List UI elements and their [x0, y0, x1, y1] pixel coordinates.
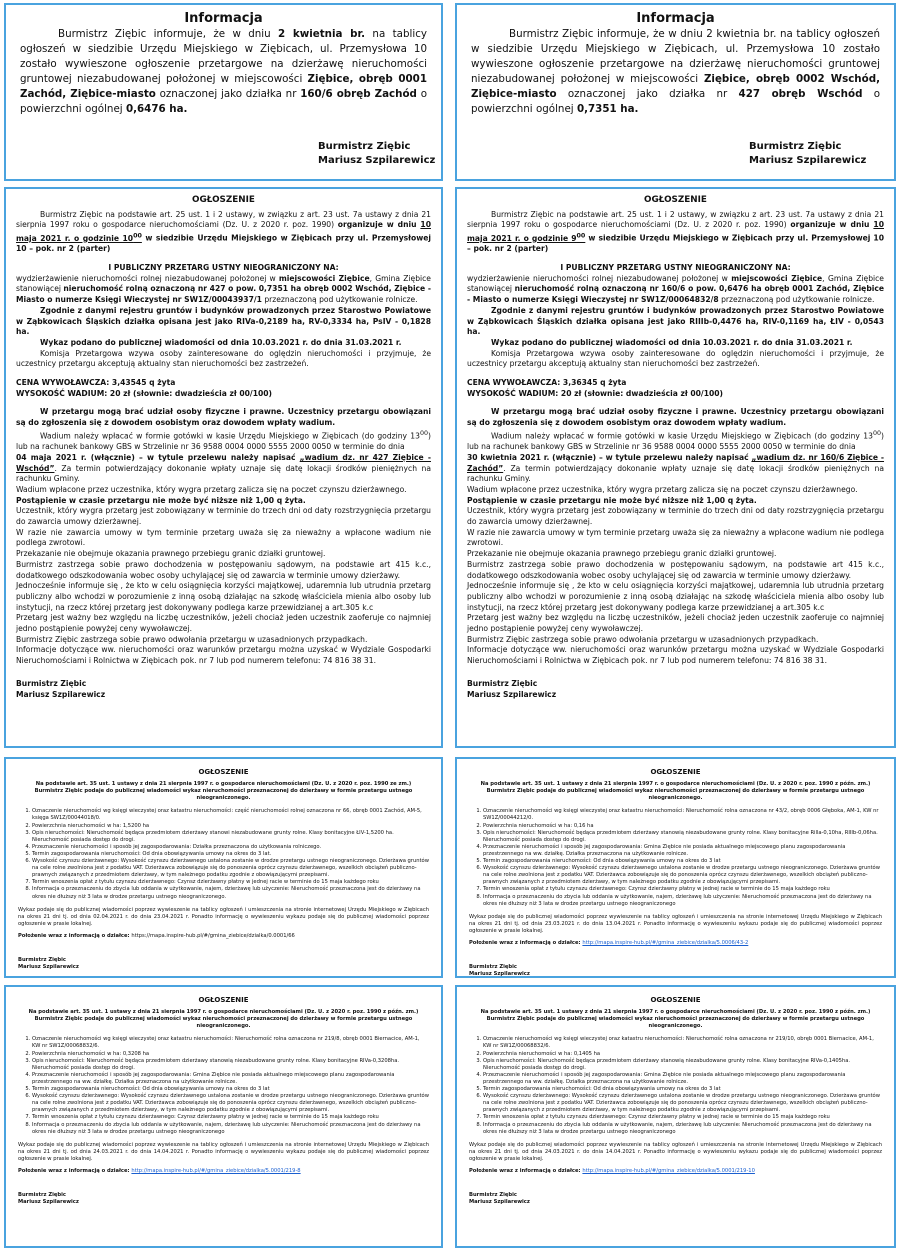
notice-lead: Na podstawie art. 35 ust. 1 ustawy z dnia 21 sierpnia 1997 r. o gospodarce nieruchomościami (Dz. U. z 2020 r. poz. 1990 z późn. zm.) Burmistrz Ziębic podaje do publicznej wiadomości wykaz nieruchomości przeznaczonej do dzierżawy w formie przetargu ustnego nieograniczonego. — [480, 1009, 871, 1030]
location-line: Położenie wraz z informacją o działce: http://mapa.inspire-hub.pl/#/gmina_ziebice/dzialka/5.0001/219-8 — [18, 1167, 301, 1174]
notice-deposit: WYSOKOŚĆ WADIUM: 20 zł (słownie: dwadzieścia zł 00/100) — [467, 388, 724, 398]
notice-participants: W przetargu mogą brać udział osoby fizyczne i prawne. Uczestnicy przetargu obowiązani są do zgłoszenia się z dowodem osobistym oraz dowodem wpłaty wadium. — [467, 407, 884, 428]
notice-text: Jednocześnie informuje się , że kto w celu osiągnięcia korzyści majątkowej, udaremnia lub utrudnia przetarg publiczny albo wchodzi w porozumienie z inną osobą działając na szkodę właściciela mienia albo osoby lub instytucji, na rzecz której przetarg jest dokonywany podlega karze przewidzianej a art.305 k.c — [16, 581, 431, 612]
list-item: 5. Termin zagospodarowania nieruchomości: Od dnia obowiązywania umowy na okres do 3 lat — [483, 1086, 882, 1093]
list-item: 6. Wysokość czynszu dzierżawnego: Wysokość czynszu dzierżawnego ustalona zostanie w drodze przetargu ustnego nieograniczonego. Dzierżawa gruntów na cele rolne zwolniona jest z podatku VAT. Dzierżawca zobowiązuje się do ponoszenia oprócz czynszu dzierżawnego, wszelkich obciążeń publiczno-prawnych związanych z przedmiotem dzierżawy, w tym należnego podatku zgodnie z obowiązującymi przepisami. — [483, 1093, 882, 1114]
list-item: 4. Przeznaczenie nieruchomości i sposób jej zagospodarowania: Gmina Ziębice nie posiada aktualnego miejscowego planu zagospodarowania przestrzennego na ww. działkę. Działka przeznaczona na użytkowanie rolnicze. — [483, 844, 882, 858]
info-panel-right — [455, 3, 896, 181]
list-item: 4. Przeznaczenie nieruchomości i sposób jej zagospodarowania: Działka przeznaczona do użytkowania rolniczego. — [32, 844, 429, 851]
list-item: 8. Informacja o przeznaczeniu do zbycia lub oddania w użytkowanie, najem, dzierżawę lub użyczenie: Nieruchomość przeznaczona jest do dzierżawy na okres nie dłuższy niż 3 lata w drodze przetargu ustnego nieograniczonego — [32, 1122, 429, 1136]
list-item: 1. Oznaczenie nieruchomości wg księgi wieczystej oraz katastru nieruchomości: Nieruchomość rolna oznaczona nr 43/2, obręb 0006 Głęboka, AM-1, KW nr SW1Z/00044212/0. — [483, 808, 882, 822]
notice-register: Zgodnie z danymi rejestru gruntów i budynków prowadzonych przez Starostwo Powiatowe w Ząbkowicach Śląskich działka opisana jest jako RIVa-0,2189 ha, RV-0,3334 ha, PsIV - 0,1828 ha. — [16, 305, 431, 337]
notice-text: Przetarg jest ważny bez względu na liczbę uczestników, jeżeli chociaż jeden uczestnik zaoferuje co najmniej jedno postąpienie powyżej ceny wywoławczej. — [16, 613, 431, 634]
notice-publication: Wykaz podaje się do publicznej wiadomości poprzez wywieszenie na tablicy ogłoszeń i umieszczenia na stronie internetowej Urzędu Miejskiego w Ziębicach na okres 21 dni tj. od dnia 23.03.2021 r. do dnia 13.04.2021 r. Ponadto informację o wywieszeniu wykazu podaje się do publicznej wiadomości poprzez ogłoszenie w prasie lokalnej. — [469, 913, 882, 934]
notice-publication: Wykaz podano do publicznej wiadomości od dnia 10.03.2021 r. do dnia 31.03.2021 r. — [491, 337, 853, 347]
list-item: 8. Informacja o przeznaczeniu do zbycia lub oddania w użytkowanie, najem, dzierżawę lub użyczenie: Nieruchomość przeznaczona jest do dzierżawy na okres nie dłuższy niż 3 lata w drodze przetargu ustnego nieograniczonego — [483, 894, 882, 908]
list-item: 7. Termin wnoszenia opłat z tytułu czynszu dzierżawnego: Czynsz dzierżawny płatny w jednej racie w terminie do 15 maja każdego roku — [32, 1114, 429, 1121]
notice-lead: Na podstawie art. 35 ust. 1 ustawy z dnia 21 sierpnia 1997 r. o gospodarce nieruchomościami (Dz. U. z 2020 r. poz. 1990 z późn. zm.) Burmistrz Ziębic podaje do publicznej wiadomości wykaz nieruchomości przeznaczonej do dzierżawy w formie przetargu ustnego nieograniczonego. — [28, 1009, 419, 1030]
map-link[interactable]: https://mapa.inspire-hub.pl/#/gmina_ziebice/dzialka/0.0001/66 — [131, 932, 295, 939]
list-item: 1. Oznaczenie nieruchomości wg księgi wieczystej oraz katastru nieruchomości: część nieruchomości rolnej oznaczona nr 66, obręb 0001 Zachód, AM-5, księga SW1Z/00044018/0. — [32, 808, 429, 822]
list-item: 3. Opis nieruchomości: Nieruchomość będąca przedmiotem dzierżawy stanowi niezabudowane grunty rolne. Klasy bonitacyjne ŁIV-1,5200 ha. Nieruchomość posiada dostęp do drogi. — [32, 830, 429, 844]
list-item: 3. Opis nieruchomości: Nieruchomość będąca przedmiotem dzierżawy stanowią niezabudowane grunty rolne. Klasy bonitacyjne RIVa-0,1405ha. Nieruchomość posiada dostęp do drogi. — [483, 1058, 882, 1072]
lease-notice-2 — [455, 757, 896, 978]
notice-lead: Na podstawie art. 35 ust. 1 ustawy z dnia 21 sierpnia 1997 r. o gospodarce nieruchomościami (Dz. U. z 2020 r. poz. 1990 ze zm.) Burmistrz Ziębic podaje do publicznej wiadomości wykaz nieruchomości przeznaczonej do dzierżawy w formie przetargu ustnego nieograniczonego. — [34, 781, 413, 802]
notice-text: Informacje dotyczące ww. nieruchomości oraz warunków przetargu można uzyskać w Wydziale Gospodarki Nieruchomościami i Rolnictwa w Ziębicach pok. nr 7 lub pod numerem telefonu: 74 816 38 31. — [467, 645, 884, 666]
lease-notice-4 — [455, 985, 896, 1248]
info-panel-left — [4, 3, 443, 181]
list-item: 2. Powierzchnia nieruchomości w ha: 1,5200 ha — [32, 823, 429, 830]
signature: Burmistrz Ziębic Mariusz Szpilarewicz — [18, 956, 79, 971]
notice-heading: I PUBLICZNY PRZETARG USTNY NIEOGRANICZONY NA: — [108, 263, 339, 273]
property-details-list — [18, 1036, 429, 1135]
list-item: 2. Powierzchnia nieruchomości w ha: 0,16 ha — [483, 823, 882, 830]
lease-notice-3 — [4, 985, 443, 1248]
notice-text: W razie nie zawarcia umowy w tym terminie przetarg uważa się za nieważny a wpłacone wadium nie podlega zwrotowi. — [16, 527, 431, 548]
list-item: 6. Wysokość czynszu dzierżawnego: Wysokość czynszu dzierżawnego ustalona zostanie w drodze przetargu ustnego nieograniczonego. Dzierżawa gruntów na cele rolne zwolniona jest z podatku VAT. Dzierżawca zobowiązuje się do ponoszenia oprócz czynszu dzierżawnego, wszelkich obciążeń publiczno-prawnych związanych z przedmiotem dzierżawy, w tym należnego podatku zgodnie z obowiązującymi przepisami. — [483, 865, 882, 886]
notice-text: Uczestnik, który wygra przetarg jest zobowiązany w terminie do trzech dni od daty rozstrzygnięcia przetargu do zawarcia umowy dzierżawnej. — [16, 506, 431, 527]
signature: Burmistrz Ziębic Mariusz Szpilarewicz — [749, 141, 867, 166]
notice-price: CENA WYWOŁAWCZA: 3,36345 q żyta — [467, 378, 627, 388]
signature: Burmistrz Ziębic Mariusz Szpilarewicz — [469, 964, 530, 978]
notice-text: Burmistrz Ziębic zastrzega sobie prawo odwołania przetargu w uzasadnionych przypadkach. — [467, 634, 819, 644]
info-title: Informacja — [636, 11, 715, 26]
notice-text: Postąpienie w czasie przetargu nie może być niższe niż 1,00 q żyta. — [467, 495, 757, 505]
notice-text: Przetarg jest ważny bez względu na liczbę uczestników, jeżeli chociaż jeden uczestnik zaoferuje co najmniej jedno postąpienie powyżej ceny wywoławczej. — [467, 613, 884, 634]
notice-deposit-payment: Wadium należy wpłacać w formie gotówki w kasie Urzędu Miejskiego w Ziębicach (do godziny $13^{00}$) lub na rachunek bankowy GBS w Strzelinie nr 36 9588 0004 0000 5555 2000 0050 w terminie do dnia — [467, 429, 884, 452]
notice-text: Przekazanie nie obejmuje okazania prawnego przebiegu granic działki gruntowej. — [467, 549, 777, 559]
notice-heading: I PUBLICZNY PRZETARG USTNY NIEOGRANICZONY NA: — [560, 263, 791, 273]
list-item: 7. Termin wnoszenia opłat z tytułu czynszu dzierżawnego: Czynsz dzierżawny płatny w jednej racie w terminie do 15 maja każdego roku — [483, 886, 882, 893]
notice-text: Wadium wpłacone przez uczestnika, który wygra przetarg zalicza się na poczet czynszu dzierżawnego. — [467, 484, 858, 494]
notice-text: Uczestnik, który wygra przetarg jest zobowiązany w terminie do trzech dni od daty rozstrzygnięcia przetargu do zawarcia umowy dzierżawnej. — [467, 506, 884, 527]
notice-participants: W przetargu mogą brać udział osoby fizyczne i prawne. Uczestnicy przetargu obowiązani są do zgłoszenia się z dowodem osobistym oraz dowodem wpłaty wadium. — [16, 407, 431, 428]
list-item: 5. Termin zagospodarowania nieruchomości: Od dnia obowiązywania umowy na okres do 3 lat — [32, 1086, 429, 1093]
notice-commission: Komisja Przetargowa wzywa osoby zainteresowane do oględzin nieruchomości i przyjmuje, że uczestnicy przetargu akceptują aktualny stan nieruchomości bez zastrzeżeń. — [467, 348, 884, 369]
notice-title: OGŁOSZENIE — [198, 768, 249, 776]
notice-text: Burmistrz Ziębic zastrzega sobie prawo odwołania przetargu w uzasadnionych przypadkach. — [16, 634, 368, 644]
notice-intro: Burmistrz Ziębic na podstawie art. 25 ust. 1 i 2 ustawy, w związku z art. 23 ust. 7a ustawy z dnia 21 sierpnia 1997 roku o gospodarce nieruchomościami (Dz. U. z 2020 r. poz. 1990) organizuje w dniu 10 maja 2021 r. o godzinie $10^{00}$ w siedzibie Urzędu Miejskiego w Ziębicach przy ul. Przemysłowej 10 – pok. nr 2 (parter) — [16, 209, 431, 254]
notice-title: OGŁOSZENIE — [192, 195, 255, 205]
list-item: 5. Termin zagospodarowania nieruchomości: Od dnia obowiązywania umowy na okres do 3 lat. — [32, 851, 429, 858]
list-item: 7. Termin wnoszenia opłat z tytułu czynszu dzierżawnego: Czynsz dzierżawny płatny w jednej racie w terminie do 15 maja każdego roku — [483, 1114, 882, 1121]
notice-deposit-payment: Wadium należy wpłacać w formie gotówki w kasie Urzędu Miejskiego w Ziębicach (do godziny $13^{00}$) lub na rachunek bankowy GBS w Strzelinie nr 36 9588 0004 0000 5555 2000 0050 w terminie do dnia — [16, 429, 431, 452]
list-item: 1. Oznaczenie nieruchomości wg księgi wieczystej oraz katastru nieruchomości: Nieruchomość rolna oznaczona nr 219/8, obręb 0001 Biernacice, AM-1, KW nr SW1Z/00068832/6. — [32, 1036, 429, 1050]
info-text: Burmistrz Ziębic informuje, że w dniu 2 kwietnia br. na tablicy ogłoszeń w siedzibie Urzędu Miejskiego w Ziębicach, ul. Przemysłowa 10 zostało wywieszone ogłoszenie przetargowe na dzierżawę nieruchomości gruntowej niezabudowanej położonej w miejscowości Ziębice, obręb 0001 Zachód, Ziębice-miasto oznaczonej jako działka nr 160/6 obręb Zachód o powierzchni ogólnej 0,6476 ha. — [20, 28, 427, 115]
location-line: Położenie wraz z informacją o działce: http://mapa.inspire-hub.pl/#/gmina_ziebice/dzialka/5.0006/43-2 — [469, 939, 749, 946]
tender-notice-right — [455, 187, 896, 748]
notice-register: Zgodnie z danymi rejestru gruntów i budynków prowadzonych przez Starostwo Powiatowe w Ząbkowicach Śląskich działka opisana jest jako RIIIb-0,4476 ha, RIV-0,1169 ha, ŁIV - 0,0543 ha. — [467, 305, 884, 337]
notice-text: Burmistrz zastrzega sobie prawo dochodzenia w postępowaniu sądowym, na podstawie art 415 k.c., dodatkowego odszkodowania wobec osoby uchylającej się od zawarcia w terminie umowy dzierżawy. — [16, 559, 431, 580]
property-details-list — [469, 808, 882, 907]
notice-title: OGŁOSZENIE — [198, 996, 249, 1004]
signature: Burmistrz Ziębic Mariusz Szpilarewicz — [16, 678, 106, 699]
notice-publication: Wykaz podaje się do publicznej wiadomości poprzez wywieszenie na tablicy ogłoszeń i umieszczenia na stronie internetowej Urzędu Miejskiego w Ziębicach na okres 21 dni tj. od dnia 24.03.2021 r. do dnia 14.04.2021 r. Ponadto informację o wywieszeniu wykazu podaje się do publicznej wiadomości poprzez ogłoszenie w prasie lokalnej. — [469, 1141, 882, 1162]
notice-title: OGŁOSZENIE — [650, 768, 701, 776]
notice-publication: Wykaz podaje się do publicznej wiadomości poprzez wywieszenie na tablicy ogłoszeń i umieszczenia na stronie internetowej Urzędu Miejskiego w Ziębicach na okres 21 dni tj. od dnia 24.03.2021 r. do dnia 14.04.2021 r. Ponadto informację o wywieszeniu wykazu podaje się do publicznej wiadomości poprzez ogłoszenie w prasie lokalnej. — [18, 1141, 429, 1162]
property-details-list — [469, 1036, 882, 1135]
notice-publication: Wykaz podano do publicznej wiadomości od dnia 10.03.2021 r. do dnia 31.03.2021 r. — [40, 337, 402, 347]
notice-title: OGŁOSZENIE — [650, 996, 701, 1004]
notice-commission: Komisja Przetargowa wzywa osoby zainteresowane do oględzin nieruchomości i przyjmuje, że uczestnicy przetargu akceptują aktualny stan nieruchomości bez zastrzeżeń. — [16, 348, 431, 369]
notice-text: Informacje dotyczące ww. nieruchomości oraz warunków przetargu można uzyskać w Wydziale Gospodarki Nieruchomościami i Rolnictwa w Ziębicach pok. nr 7 lub pod numerem telefonu: 74 816 38 31. — [16, 645, 431, 666]
notice-text: Postąpienie w czasie przetargu nie może być niższe niż 1,00 q żyta. — [16, 495, 306, 505]
signature: Burmistrz Ziębic Mariusz Szpilarewicz — [469, 1192, 530, 1206]
notice-text: Przekazanie nie obejmuje okazania prawnego przebiegu granic działki gruntowej. — [16, 549, 326, 559]
notice-price: CENA WYWOŁAWCZA: 3,43545 q żyta — [16, 378, 176, 388]
notice-intro: Burmistrz Ziębic na podstawie art. 25 ust. 1 i 2 ustawy, w związku z art. 23 ust. 7a ustawy z dnia 21 sierpnia 1997 roku o gospodarce nieruchomościami (Dz. U. z 2020 r. poz. 1990) organizuje w dniu 10 maja 2021 r. o godzinie $9^{00}$ w siedzibie Urzędu Miejskiego w Ziębicach przy ul. Przemysłowej 10 – pok. nr 2 (parter) — [467, 209, 884, 254]
notice-lead: Na podstawie art. 35 ust. 1 ustawy z dnia 21 sierpnia 1997 r. o gospodarce nieruchomościami (Dz. U. z 2020 r. poz. 1990 z późn. zm.) Burmistrz Ziębic podaje do publicznej wiadomości wykaz nieruchomości przeznaczonej do dzierżawy w formie przetargu ustnego nieograniczonego. — [480, 781, 871, 802]
notice-text: Burmistrz zastrzega sobie prawo dochodzenia w postępowaniu sądowym, na podstawie art 415 k.c., dodatkowego odszkodowania wobec osoby uchylającej się od zawarcia w terminie umowy dzierżawy. — [467, 559, 884, 580]
list-item: 3. Opis nieruchomości: Nieruchomość będąca przedmiotem dzierżawy stanowią niezabudowane grunty rolne. Klasy bonitacyjne RIVa-0,3208ha. Nieruchomość posiada dostęp do drogi. — [32, 1058, 429, 1072]
list-item: 4. Przeznaczenie nieruchomości i sposób jej zagospodarowania: Gmina Ziębice nie posiada aktualnego miejscowego planu zagospodarowania przestrzennego na ww. działkę. Działka przeznaczona na użytkowanie rolnicze. — [32, 1072, 429, 1086]
map-link[interactable]: http://mapa.inspire-hub.pl/#/gmina_ziebice/dzialka/5.0006/43-2 — [582, 939, 749, 946]
list-item: 1. Oznaczenie nieruchomości wg księgi wieczystej oraz katastru nieruchomości: Nieruchomość rolna oznaczona nr 219/10, obręb 0001 Biernacice, AM-1, KW nr SW1Z/00068832/6. — [483, 1036, 882, 1050]
notice-deposit: WYSOKOŚĆ WADIUM: 20 zł (słownie: dwadzieścia zł 00/100) — [16, 388, 273, 398]
tender-notice-left — [4, 187, 443, 748]
list-item: 4. Przeznaczenie nieruchomości i sposób jej zagospodarowania: Gmina Ziębice nie posiada aktualnego miejscowego planu zagospodarowania przestrzennego na ww. działkę. Działka przeznaczona na użytkowanie rolnicze. — [483, 1072, 882, 1086]
list-item: 7. Termin wnoszenia opłat z tytułu czynszu dzierżawnego: Czynsz dzierżawny płatny w jednej racie w terminie do 15 maja każdego roku — [32, 879, 429, 886]
notice-deposit-deadline: 04 maja 2021 r. (włącznie) – w tytule przelewu należy napisać „wadium dz. nr 427 Ziębice - Wschód”. Za termin potwierdzający dokonanie wpłaty uznaje się datę lokacji środków pieniężnych na rachunku Gminy. — [16, 452, 431, 484]
notice-text: Jednocześnie informuje się , że kto w celu osiągnięcia korzyści majątkowej, udaremnia lub utrudnia przetarg publiczny albo wchodzi w porozumienie z inną osobą działając na szkodę właściciela mienia albo osoby lub instytucji, na rzecz której przetarg jest dokonywany podlega karze przewidzianej a art.305 k.c — [467, 581, 884, 612]
map-link[interactable]: http://mapa.inspire-hub.pl/#/gmina_ziebice/dzialka/5.0001/219-10 — [582, 1167, 755, 1174]
notice-description: wydzierżawienie nieruchomości rolnej niezabudowanej położonej w miejscowości Ziębice, Gmina Ziębice stanowiącej nieruchomość rolną oznaczoną nr 160/6 o pow. 0,6476 ha obręb 0001 Zachód, Ziębice - Miasto o numerze Księgi Wieczystej nr SW1Z/00064832/8 przeznaczoną pod użytkowanie rolnicze. — [467, 273, 885, 305]
location-line: Położenie wraz z informacją o działce: https://mapa.inspire-hub.pl/#/gmina_ziebice/dzialka/0.0001/66 — [18, 932, 295, 939]
property-details-list — [18, 808, 429, 900]
signature: Burmistrz Ziębic Mariusz Szpilarewicz — [18, 1192, 79, 1206]
list-item: 6. Wysokość czynszu dzierżawnego: Wysokość czynszu dzierżawnego ustalona zostanie w drodze przetargu ustnego nieograniczonego. Dzierżawa gruntów na cele rolne zwolniona jest z podatku VAT. Dzierżawca zobowiązuje się do ponoszenia oprócz czynszu dzierżawnego, wszelkich obciążeń publiczno-prawnych związanych z przedmiotem dzierżawy, w tym należnego podatku zgodnie z obowiązującymi przepisami. — [32, 1093, 429, 1114]
list-item: 2. Powierzchnia nieruchomości w ha: 0,1405 ha — [483, 1051, 882, 1058]
list-item: 8. Informacja o przeznaczeniu do zbycia lub oddania w użytkowanie, najem, dzierżawę lub użyczenie: Nieruchomość przeznaczona jest do dzierżawy na okres nie dłuższy niż 3 lata w drodze przetargu ustnego nieograniczonego. — [32, 886, 429, 900]
location-line: Położenie wraz z informacją o działce: http://mapa.inspire-hub.pl/#/gmina_ziebice/dzialka/5.0001/219-10 — [469, 1167, 755, 1174]
list-item: 6. Wysokość czynszu dzierżawnego: Wysokość czynszu dzierżawnego ustalona zostanie w drodze przetargu ustnego nieograniczonego. Dzierżawa gruntów na cele rolne zwolniona jest z podatku VAT. Dzierżawca zobowiązuje się do ponoszenia oprócz czynszu dzierżawnego, wszelkich obciążeń publiczno-prawnych związanych z przedmiotem dzierżawy, w tym należnego podatku zgodnie z obowiązującymi przepisami. — [32, 858, 429, 879]
notice-publication: Wykaz podaje się do publicznej wiadomości poprzez wywieszenie na tablicy ogłoszeń i umieszczenia na stronie internetowej Urzędu Miejskiego w Ziębicach na okres 21 dni tj. od dnia 02.04.2021 r. do dnia 23.04.2021 r. Ponadto informację o wywieszeniu wykazu podaje się do publicznej wiadomości poprzez ogłoszenie w prasie lokalnej. — [18, 906, 429, 927]
notice-text: Wadium wpłacone przez uczestnika, który wygra przetarg zalicza się na poczet czynszu dzierżawnego. — [16, 484, 407, 494]
signature: Burmistrz Ziębic Mariusz Szpilarewicz — [318, 141, 436, 166]
lease-notice-1 — [4, 757, 443, 978]
info-title: Informacja — [184, 11, 263, 26]
notice-title: OGŁOSZENIE — [644, 195, 707, 205]
list-item: 8. Informacja o przeznaczeniu do zbycia lub oddania w użytkowanie, najem, dzierżawę lub użyczenie: Nieruchomość przeznaczona jest do dzierżawy na okres nie dłuższy niż 3 lata w drodze przetargu ustnego nieograniczonego — [483, 1122, 882, 1136]
signature: Burmistrz Ziębic Mariusz Szpilarewicz — [467, 678, 557, 699]
list-item: 3. Opis nieruchomości: Nieruchomość będąca przedmiotem dzierżawy stanowią niezabudowane grunty rolne. Klasy bonitacyjne Rilla-0,10ha, RIIIb-0,06ha. Nieruchomość posiada dostęp do drogi. — [483, 830, 882, 844]
list-item: 5. Termin zagospodarowania nieruchomości: Od dnia obowiązywania umowy na okres do 3 lat — [483, 858, 882, 865]
notice-description: wydzierżawienie nieruchomości rolnej niezabudowanej położonej w miejscowości Ziębice, Gmina Ziębice stanowiącej nieruchomość rolną oznaczoną nr 427 o pow. 0,7351 ha obręb 0002 Wschód, Ziębice - Miasto o numerze Księgi Wieczystej nr SW1Z/00043937/1 przeznaczoną pod użytkowanie rolnicze. — [16, 273, 432, 305]
list-item: 2. Powierzchnia nieruchomości w ha: 0,3208 ha — [32, 1051, 429, 1058]
notice-text: W razie nie zawarcia umowy w tym terminie przetarg uważa się za nieważny a wpłacone wadium nie podlega zwrotowi. — [467, 527, 884, 548]
info-text: Burmistrz Ziębic informuje, że w dniu 2 kwietnia br. na tablicy ogłoszeń w siedzibie Urzędu Miejskiego w Ziębicach, ul. Przemysłowa 10 zostało wywieszone ogłoszenie przetargowe na dzierżawę nieruchomości gruntowej niezabudowanej położonej w miejscowości Ziębice, obręb 0002 Wschód, Ziębice-miasto oznaczonej jako działka nr 427 obręb Wschód o powierzchni ogólnej 0,7351 ha. — [471, 28, 881, 115]
map-link[interactable]: http://mapa.inspire-hub.pl/#/gmina_ziebice/dzialka/5.0001/219-8 — [131, 1167, 301, 1174]
notice-deposit-deadline: 30 kwietnia 2021 r. (włącznie) – w tytule przelewu należy napisać „wadium dz. nr 160/6 Ziębice - Zachód”. Za termin potwierdzający dokonanie wpłaty uznaje się datę lokacji środków pieniężnych na rachunku Gminy. — [467, 452, 885, 484]
